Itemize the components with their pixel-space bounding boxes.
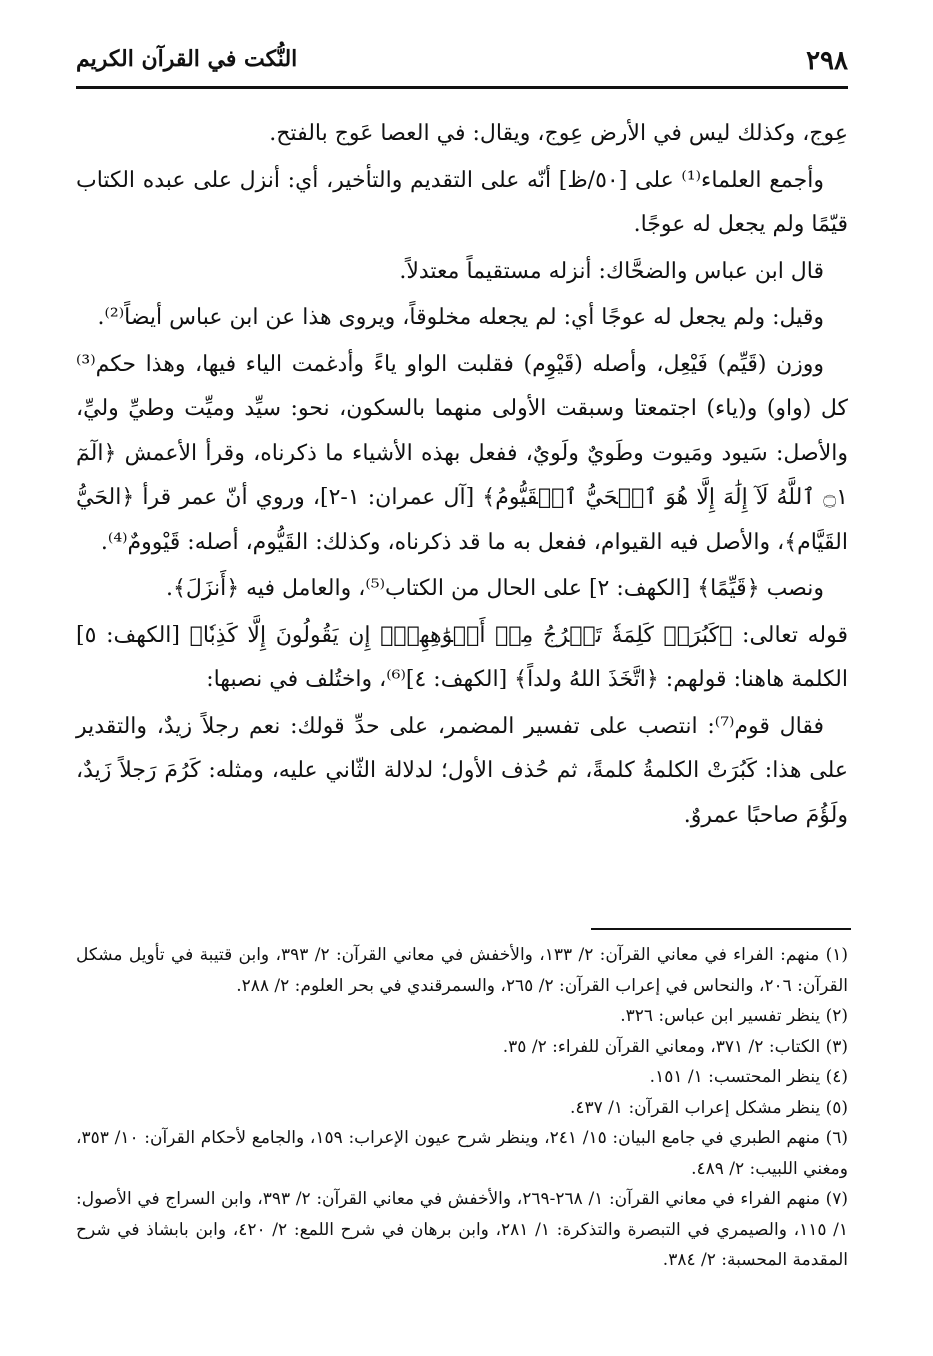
footnote: (٧) منهم الفراء في معاني القرآن: ١/ ٢٦٨-٢٦٩، والأخفش في معاني القرآن: ٢/ ٣٩٣، وابن السراج في الأصول: ١/ ١١٥، والصيمري في التبصرة والتذكرة: ١/ ٢٨١، وابن برهان في شرح اللمع: ٢/ ٤٢٠، وابن بابشاذ في شرح المقدمة المحسبة: ٢/ ٣٨٤. (76, 1189, 849, 1270)
paragraph: وأجمع العلماء⁽¹⁾ على [٥٠/ظ] أنّه على التقديم والتأخير، أي: أنزل على عبده الكتاب قيّمًا ولم يجعل له عوجًا. (76, 167, 848, 237)
footnote-separator (591, 928, 851, 930)
paragraph: وقيل: ولم يجعل له عوجًا أي: لم يجعله مخلوقاً، ويروى هذا عن ابن عباس أيضاً⁽²⁾. (97, 305, 824, 330)
paragraph: ونصب ﴿قَيِّمًا﴾ [الكهف: ٢] على الحال من الكتاب⁽⁵⁾، والعامل فيه ﴿أَنزَلَ﴾. (165, 576, 824, 601)
footnotes (76, 940, 848, 1276)
footnote: (٦) منهم الطبري في جامع البيان: ١٥/ ٢٤١، وينظر شرح عيون الإعراب: ١٥٩، والجامع لأحكام القرآن: ١٠/ ٣٥٣، ومغني اللبيب: ٢/ ٤٨٩. (76, 1128, 848, 1179)
paragraph: عِوج، وكذلك ليس في الأرض عِوج، ويقال: في العصا عَوج بالفتح. (269, 121, 848, 146)
paragraph: قوله تعالى: ﴿كَبُرَتۡ كَلِمَةٗ تَخۡرُجُ مِنۡ أَفۡوَٰهِهِمۡۚ إِن يَقُولُونَ إِلَّا كَذِبٗا﴾ [الكهف: ٥] الكلمة هاهنا: قولهم: ﴿اتَّخَذَ اللهُ ولداً﴾ [الكهف: ٤]⁽⁶⁾، واختُلف في نصبها: (76, 622, 848, 692)
paragraph: قال ابن عباس والضحَّاك: أنزله مستقيماً معتدلاً. (399, 258, 824, 284)
page-number: ٢٩٨ (806, 46, 848, 76)
footnote: (٤) ينظر المحتسب: ١/ ١٥١. (649, 1067, 848, 1087)
paragraph: فقال قوم⁽⁷⁾: انتصب على تفسير المضمر، على حدِّ قولك: نعم رجلاً زيدٌ، والتقدير على هذا: كَبُرَتْ الكلمةُ كلمةً، ثم حُذف الأول؛ لدلالة الثّاني عليه، ومثله: كَرُمَ رَجلاً زَيدٌ، ولَؤُمَ صاحبًا عمروٌ. (76, 713, 848, 828)
header-rule (76, 86, 848, 89)
paragraph: ووزن (قَيِّم) فَيْعِل، وأصله (قَيْوِم) فقلبت الواو ياءً وأدغمت الياء فيها، وهذا حكم⁽³⁾ كل (واو) و(ياء) اجتمعتا وسبقت الأولى منهما بالسكون، نحو: سيِّد وميِّت وطيِّ وليِّ، والأصل: سَيود ومَيوت وطَويٌ ولَويٌ، ففعل بهذه الأشياء ما ذكرناه، وقرأ الأعمش ﴿الٓمٓ ۝١ ٱللَّهُ لَآ إِلَٰهَ إِلَّا هُوَ ٱلۡحَيُّ ٱلۡقَيُّومُ﴾ [آل عمران: ١-٢]، وروي أنّ عمر قرأ ﴿الحَيُّ القَيَّام﴾، والأصل فيه القيوام، ففعل به ما قد ذكرناه، وكذلك: القَيُّوم، أصله: قَيْوومٌ⁽⁴⁾. (76, 351, 848, 555)
page-header (76, 40, 848, 94)
main-text (76, 112, 848, 840)
footnote: (١) منهم: الفراء في معاني القرآن: ٢/ ١٣٣، والأخفش في معاني القرآن: ٢/ ٣٩٣، وابن قتيبة في تأويل مشكل القرآن: ٢٠٦، والنحاس في إعراب القرآن: ٢/ ٢٦٥، والسمرقندي في بحر العلوم: ٢/ ٢٨٨. (76, 945, 848, 996)
footnote: (٣) الكتاب: ٢/ ٣٧١، ومعاني القرآن للفراء: ٢/ ٣٥. (502, 1036, 848, 1057)
footnote: (٢) ينظر تفسير ابن عباس: ٣٢٦. (620, 1006, 848, 1026)
running-title: النُّكت في القرآن الكريم (76, 46, 298, 72)
footnote: (٥) ينظر مشكل إعراب القرآن: ١/ ٤٣٧. (569, 1097, 848, 1118)
